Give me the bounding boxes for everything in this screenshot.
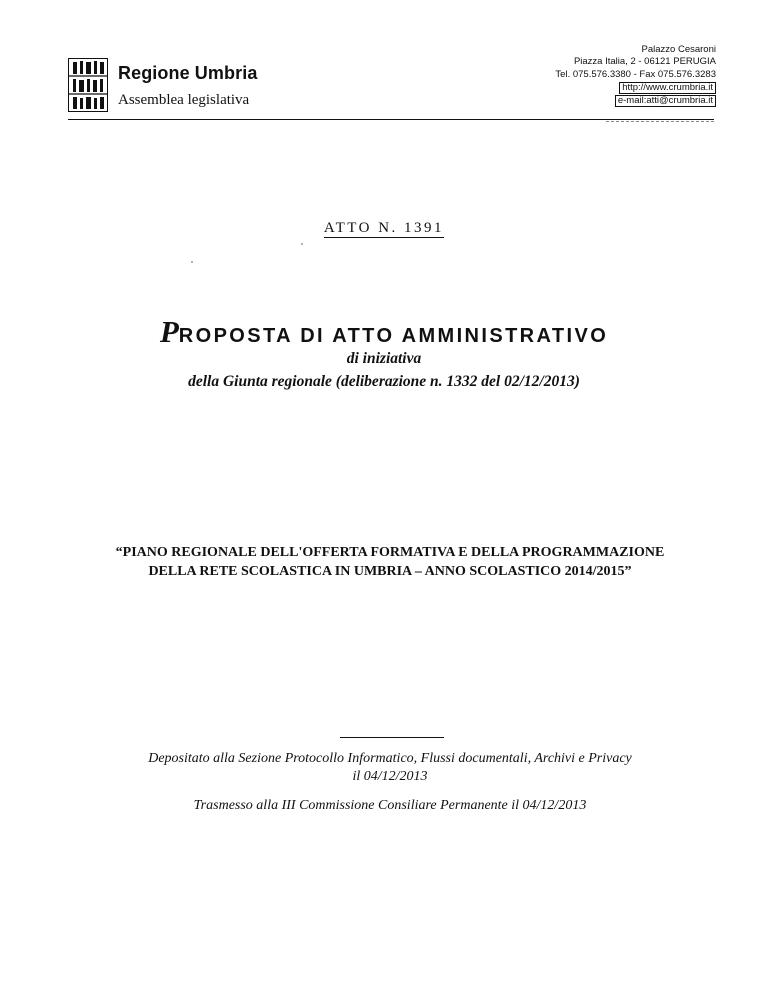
contact-building: Palazzo Cesaroni: [641, 44, 716, 55]
contact-phone: Tel. 075.576.3380 - Fax 075.576.3283: [555, 68, 716, 80]
org-subtitle: Assemblea legislativa: [118, 92, 250, 108]
atto-number: [0, 220, 768, 237]
org-name: Regione Umbria: [118, 63, 258, 83]
depositato-line-1: Depositato alla Sezione Protocollo Informatico, Flussi documentali, Archivi e Privacy: [148, 751, 632, 766]
regione-umbria-logo-icon: [68, 58, 108, 112]
depositato-note: [90, 750, 690, 786]
document-title-initial: P: [159, 314, 179, 349]
iniziativa-line: di iniziativa: [346, 350, 422, 367]
contact-email-link[interactable]: e-mail:atti@crumbria.it: [615, 95, 716, 107]
contact-website-link[interactable]: http://www.crumbria.it: [619, 82, 716, 94]
scan-speck: [301, 243, 303, 245]
atto-number-text: ATTO N. 1391: [323, 220, 445, 236]
header-divider-secondary: [606, 121, 714, 122]
giunta-line: della Giunta regionale (deliberazione n. 1332 del 02/12/2013): [188, 373, 580, 390]
contact-address: Piazza Italia, 2 - 06121 PERUGIA: [573, 56, 716, 68]
trasmesso-note: Trasmesso alla III Commissione Consiliare Permanente il 04/12/2013: [193, 798, 587, 813]
piano-title: “PIANO REGIONALE DELL'OFFERTA FORMATIVA E DELLA PROGRAMMAZIONE DELLA RETE SCOLASTICA IN UMBRIA – ANNO SCOLASTICO 2014/2015”: [115, 545, 665, 579]
scan-speck: [191, 261, 193, 263]
depositato-line-2: il 04/12/2013: [352, 769, 428, 784]
document-title: [0, 314, 768, 350]
document-title-rest: ROPOSTA DI ATTO AMMINISTRATIVO: [178, 325, 609, 347]
header-divider: [68, 119, 714, 120]
section-separator: [340, 737, 444, 738]
contact-block: [555, 44, 716, 107]
